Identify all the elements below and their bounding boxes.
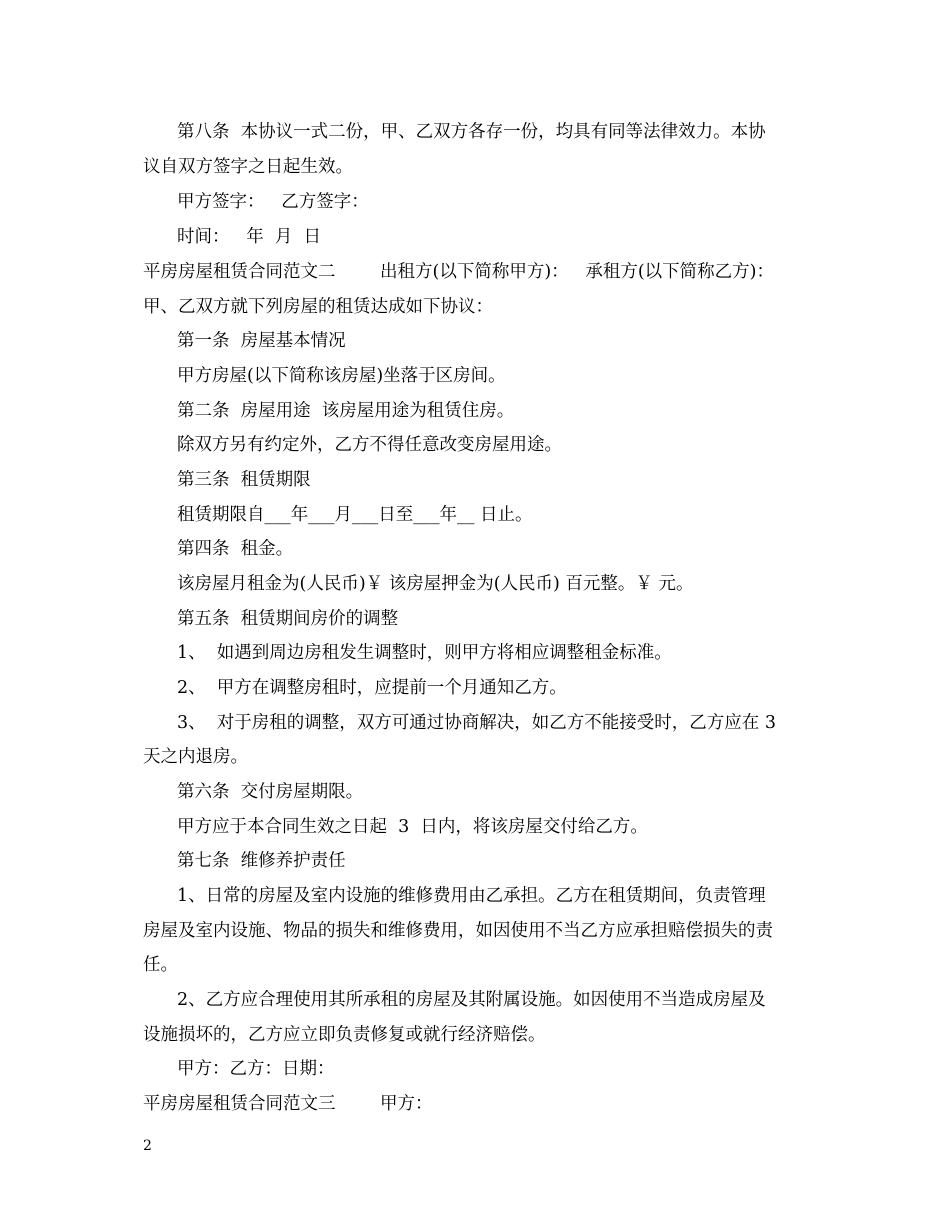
clause-6-body: 甲方应于本合同生效之日起 3 日内，将该房屋交付给乙方。 — [177, 817, 648, 837]
clause-3-heading: 第三条 租赁期限 — [177, 470, 311, 490]
agreement-intro: 甲、乙双方就下列房屋的租赁达成如下协议： — [143, 297, 493, 317]
contract-2-title-line: 平房房屋租赁合同范文二 出租方(以下简称甲方)： 承租方(以下简称乙方)： — [143, 262, 774, 282]
clause-6-heading: 第六条 交付房屋期限。 — [177, 782, 364, 802]
signature-line: 甲方签字： 乙方签字： — [177, 192, 369, 212]
clause-4-heading: 第四条 租金。 — [177, 539, 294, 559]
clause-7-item-2-line-2: 设施损坏的，乙方应立即负责修复或就行经济赔偿。 — [143, 1025, 546, 1045]
clause-5-item-1: 1、 如遇到周边房租发生调整时，则甲方将相应调整租金标准。 — [177, 643, 672, 663]
clause-7-heading: 第七条 维修养护责任 — [177, 851, 346, 871]
clause-1-body: 甲方房屋(以下简称该房屋)坐落于区房间。 — [177, 366, 506, 386]
date-line: 时间： 年 月 日 — [177, 227, 321, 247]
clause-2-heading: 第二条 房屋用途 该房屋用途为租赁住房。 — [177, 401, 515, 421]
clause-5-item-3-line-2: 天之内退房。 — [143, 747, 248, 767]
clause-4-body: 该房屋月租金为(人民币)￥ 该房屋押金为(人民币) 百元整。￥ 元。 — [177, 574, 694, 594]
clause-8-line-2: 议自双方签字之日起生效。 — [143, 157, 353, 177]
clause-5-heading: 第五条 租赁期间房价的调整 — [177, 609, 399, 629]
clause-3-body: 租赁期限自___年___月___日至___年__ 日止。 — [177, 505, 533, 525]
contract-3-title-line: 平房房屋租赁合同范文三 甲方： — [143, 1094, 433, 1114]
clause-5-item-3-line-1: 3、 对于房租的调整，双方可通过协商解决，如乙方不能接受时，乙方应在 3 — [177, 713, 776, 733]
party-signature-line: 甲方：乙方：日期： — [177, 1059, 335, 1079]
clause-7-item-2-line-1: 2、乙方应合理使用其所承租的房屋及其附属设施。如因使用不当造成房屋及 — [177, 990, 766, 1010]
clause-7-item-1-line-3: 任。 — [143, 955, 178, 975]
clause-7-item-1-line-1: 1、日常的房屋及室内设施的维修费用由乙承担。乙方在租赁期间，负责管理 — [177, 886, 766, 906]
clause-5-item-2: 2、 甲方在调整房租时，应提前一个月通知乙方。 — [177, 678, 567, 698]
clause-2-body: 除双方另有约定外，乙方不得任意改变房屋用途。 — [177, 435, 562, 455]
page-number: 2 — [143, 1138, 152, 1154]
clause-1-heading: 第一条 房屋基本情况 — [177, 331, 346, 351]
clause-7-item-1-line-2: 房屋及室内设施、物品的损失和维修费用，如因使用不当乙方应承担赔偿损失的责 — [143, 921, 773, 941]
clause-8-line-1: 第八条 本协议一式二份，甲、乙双方各存一份，均具有同等法律效力。本协 — [177, 122, 766, 142]
